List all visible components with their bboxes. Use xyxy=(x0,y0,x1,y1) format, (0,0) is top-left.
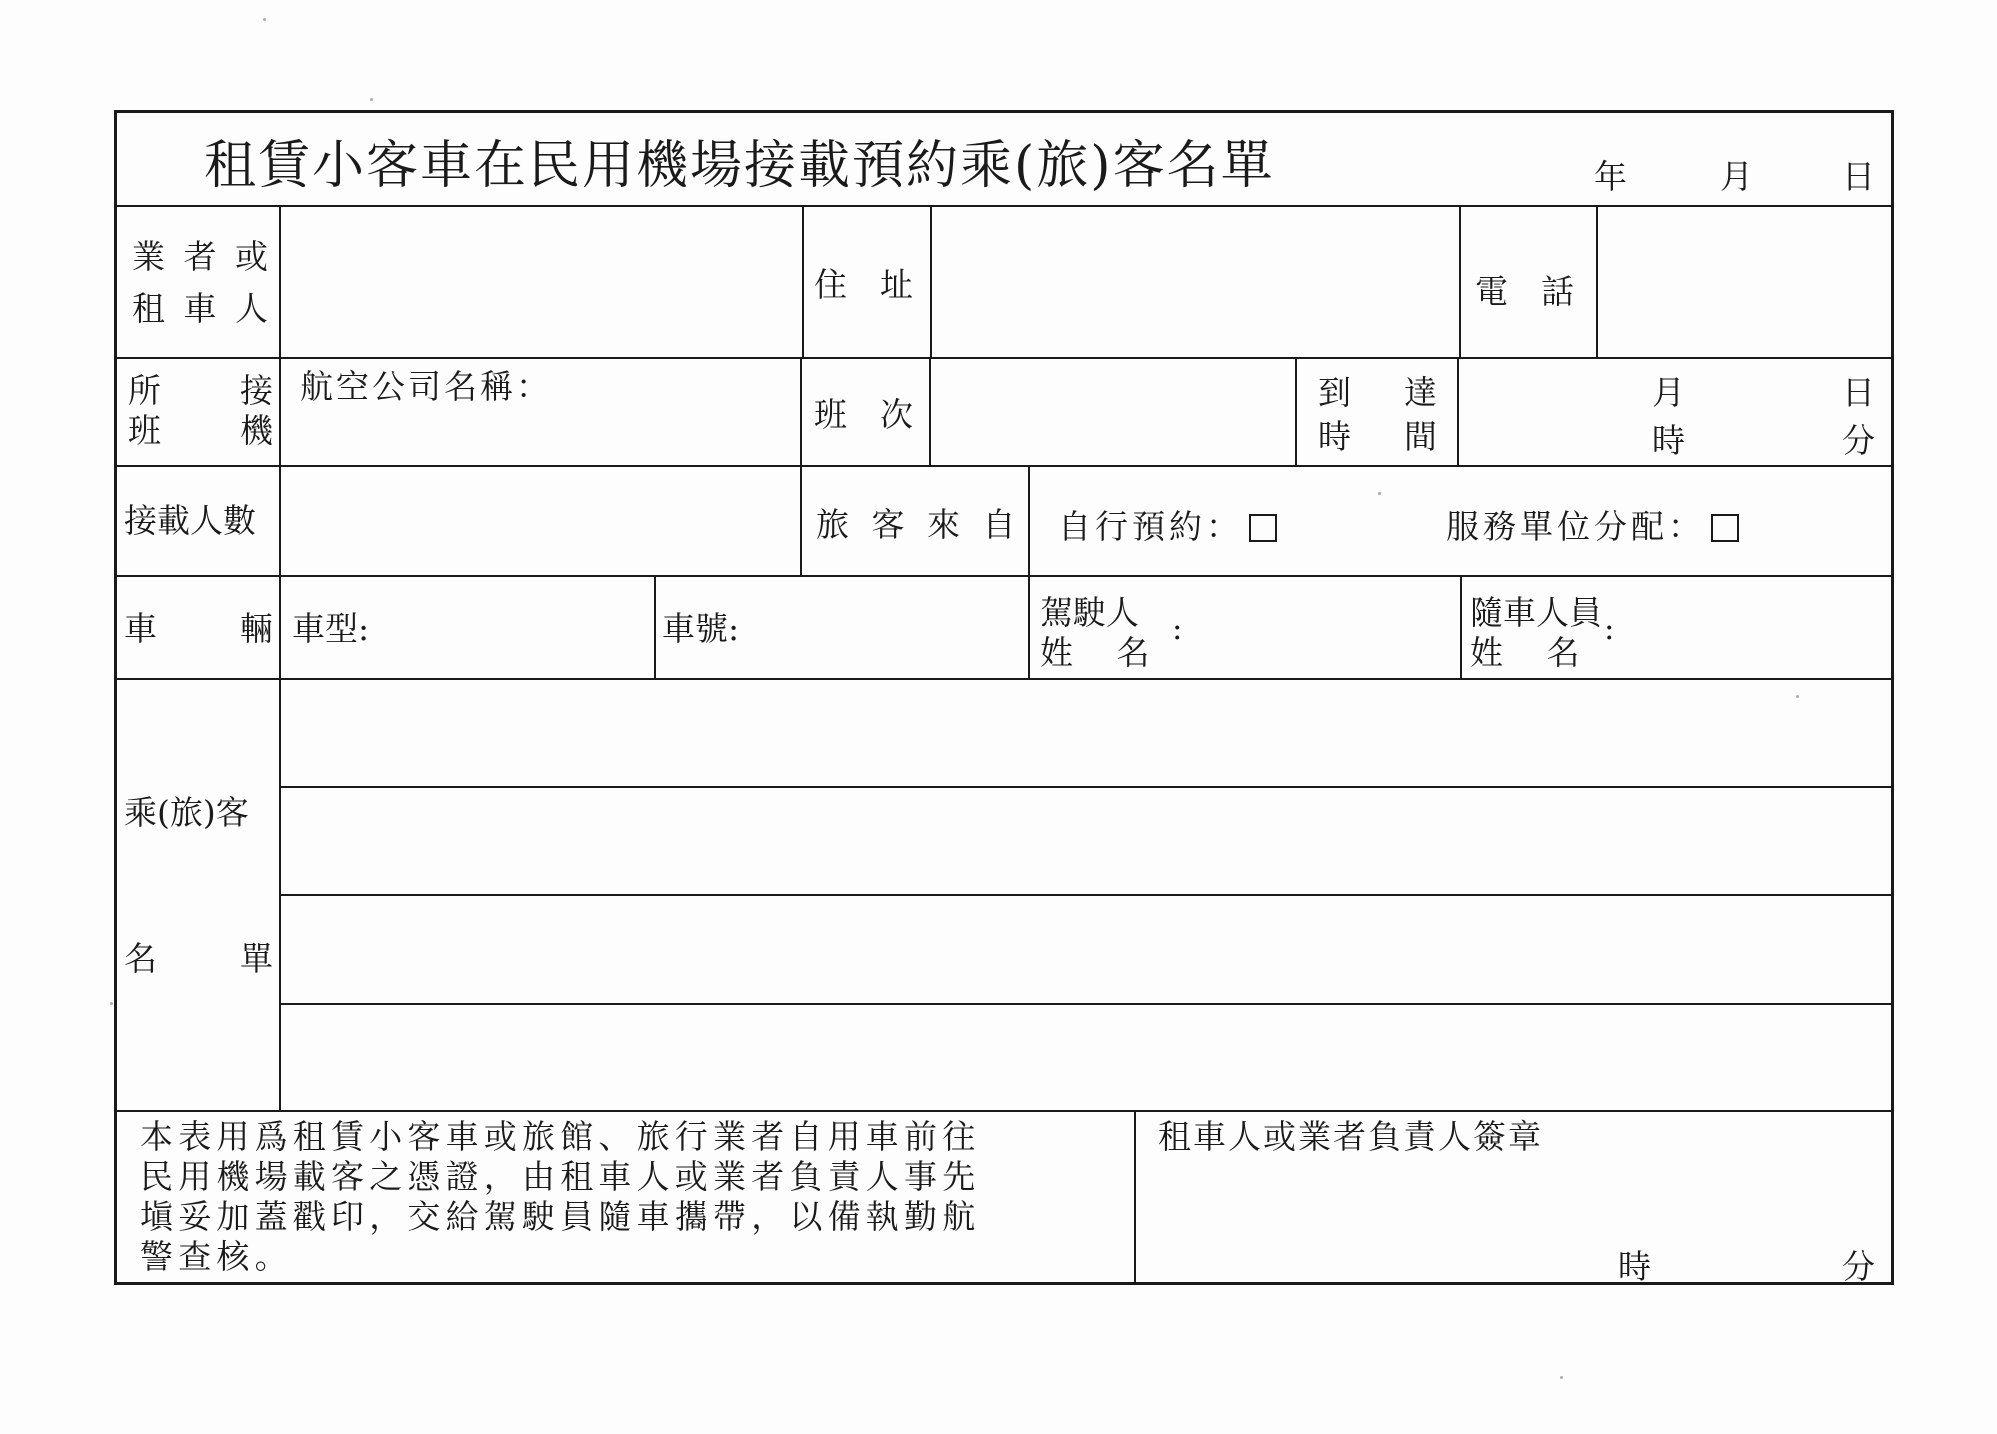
passenger-row[interactable] xyxy=(282,681,1890,785)
date-day-label: 日 xyxy=(1842,157,1875,196)
service-assign-label: 服務單位分配： xyxy=(1446,507,1705,546)
operator-label-line2: 租 車 人 xyxy=(132,289,272,328)
self-booking-label: 自行預約： xyxy=(1058,507,1243,546)
passenger-row[interactable] xyxy=(282,789,1890,893)
passenger-row[interactable] xyxy=(282,897,1890,1001)
vehicle-label-char: 輛 xyxy=(240,609,273,648)
passenger-count-field[interactable] xyxy=(282,468,798,573)
date-year-label: 年 xyxy=(1594,157,1627,196)
flight-label-char: 所 xyxy=(128,371,161,410)
usage-note-line: 警查核。 xyxy=(140,1237,293,1276)
phone-field[interactable] xyxy=(1599,208,1891,355)
scan-speck xyxy=(1378,492,1381,495)
rule xyxy=(281,786,1894,788)
arrival-day-label: 日 xyxy=(1842,373,1875,412)
signature-minute-label: 分 xyxy=(1842,1247,1875,1286)
address-field[interactable] xyxy=(933,208,1457,355)
flight-label-char: 機 xyxy=(240,411,273,450)
scan-speck xyxy=(1796,695,1799,698)
date-month-label: 月 xyxy=(1720,157,1753,196)
rule xyxy=(930,205,932,357)
flight-label-char: 接 xyxy=(240,371,273,410)
rule xyxy=(281,1003,1894,1005)
rule xyxy=(1028,575,1030,678)
arrival-label-char: 時 xyxy=(1318,417,1351,456)
rule xyxy=(1134,1110,1136,1285)
service-assign-checkbox[interactable] xyxy=(1711,514,1739,542)
signature-field[interactable] xyxy=(1138,1160,1890,1240)
form-title: 租賃小客車在民用機場接載預約乘(旅)客名單 xyxy=(204,136,1275,196)
rule xyxy=(114,465,1894,467)
self-booking-option[interactable] xyxy=(1058,507,1277,546)
passenger-row[interactable] xyxy=(282,1006,1890,1109)
passenger-source-label: 旅 客 來 自 xyxy=(816,505,1022,544)
arrival-label-char: 達 xyxy=(1404,373,1437,412)
address-label: 住 址 xyxy=(814,265,913,304)
scan-speck xyxy=(370,98,373,101)
car-model-field[interactable]: 車型: xyxy=(292,609,370,648)
rule xyxy=(802,205,804,357)
rule xyxy=(114,205,1894,207)
usage-note-line: 塡妥加蓋戳印，交給駕駛員隨車攜帶，以備執勤航 xyxy=(140,1197,981,1236)
airline-name-field[interactable]: 航空公司名稱： xyxy=(300,367,552,406)
service-assign-option[interactable] xyxy=(1446,507,1739,546)
flight-number-field[interactable] xyxy=(932,360,1293,463)
attendant-label-line1: 隨車人員 xyxy=(1470,593,1602,632)
operator-label-line1: 業 者 或 xyxy=(132,237,272,276)
arrival-label-char: 到 xyxy=(1318,373,1351,412)
operator-field[interactable] xyxy=(282,208,800,355)
passenger-list-label-line2b: 單 xyxy=(240,939,273,978)
flight-label-char: 班 xyxy=(128,411,161,450)
arrival-hour-label: 時 xyxy=(1652,421,1685,460)
scan-speck xyxy=(110,1002,113,1005)
rule xyxy=(114,357,1894,359)
self-booking-checkbox[interactable] xyxy=(1249,514,1277,542)
arrival-label-char: 間 xyxy=(1404,417,1437,456)
rule xyxy=(1459,205,1461,357)
scan-speck xyxy=(263,18,266,21)
rule xyxy=(279,205,281,1110)
scan-speck xyxy=(1560,1376,1563,1379)
passenger-count-label: 接載人數 xyxy=(124,501,256,540)
rule xyxy=(1295,357,1297,465)
phone-label: 電 話 xyxy=(1475,272,1574,311)
passenger-list-label-line2a: 名 xyxy=(124,939,157,978)
signature-label: 租車人或業者負責人簽章 xyxy=(1158,1117,1543,1156)
rule xyxy=(114,575,1894,577)
rule xyxy=(1460,575,1462,678)
attendant-name-field[interactable]: : xyxy=(1604,611,1615,647)
rule xyxy=(114,678,1894,680)
driver-name-field[interactable]: : xyxy=(1172,611,1183,647)
arrival-month-label: 月 xyxy=(1652,373,1685,412)
rule xyxy=(281,894,1894,896)
vehicle-label-char: 車 xyxy=(124,609,157,648)
driver-label-line1: 駕駛人 xyxy=(1040,593,1139,632)
passenger-list-label-line1: 乘(旅)客 xyxy=(124,793,249,832)
rule xyxy=(1596,205,1598,357)
rule xyxy=(929,357,931,465)
rule xyxy=(1028,465,1030,575)
rule xyxy=(1457,357,1459,465)
usage-note-line: 本表用爲租賃小客車或旅館、旅行業者自用車前往 xyxy=(140,1117,981,1156)
arrival-minute-label: 分 xyxy=(1842,421,1875,460)
rule xyxy=(114,1110,1894,1112)
plate-number-field[interactable]: 車號: xyxy=(662,609,740,648)
usage-note-line: 民用機場載客之憑證，由租車人或業者負責人事先 xyxy=(140,1157,981,1196)
flight-number-label: 班 次 xyxy=(814,395,913,434)
rule xyxy=(654,575,656,678)
rule xyxy=(800,357,802,465)
attendant-label-line2: 姓 名 xyxy=(1470,633,1580,672)
rule xyxy=(800,465,802,575)
driver-label-line2: 姓 名 xyxy=(1040,633,1150,672)
signature-hour-label: 時 xyxy=(1618,1247,1651,1286)
